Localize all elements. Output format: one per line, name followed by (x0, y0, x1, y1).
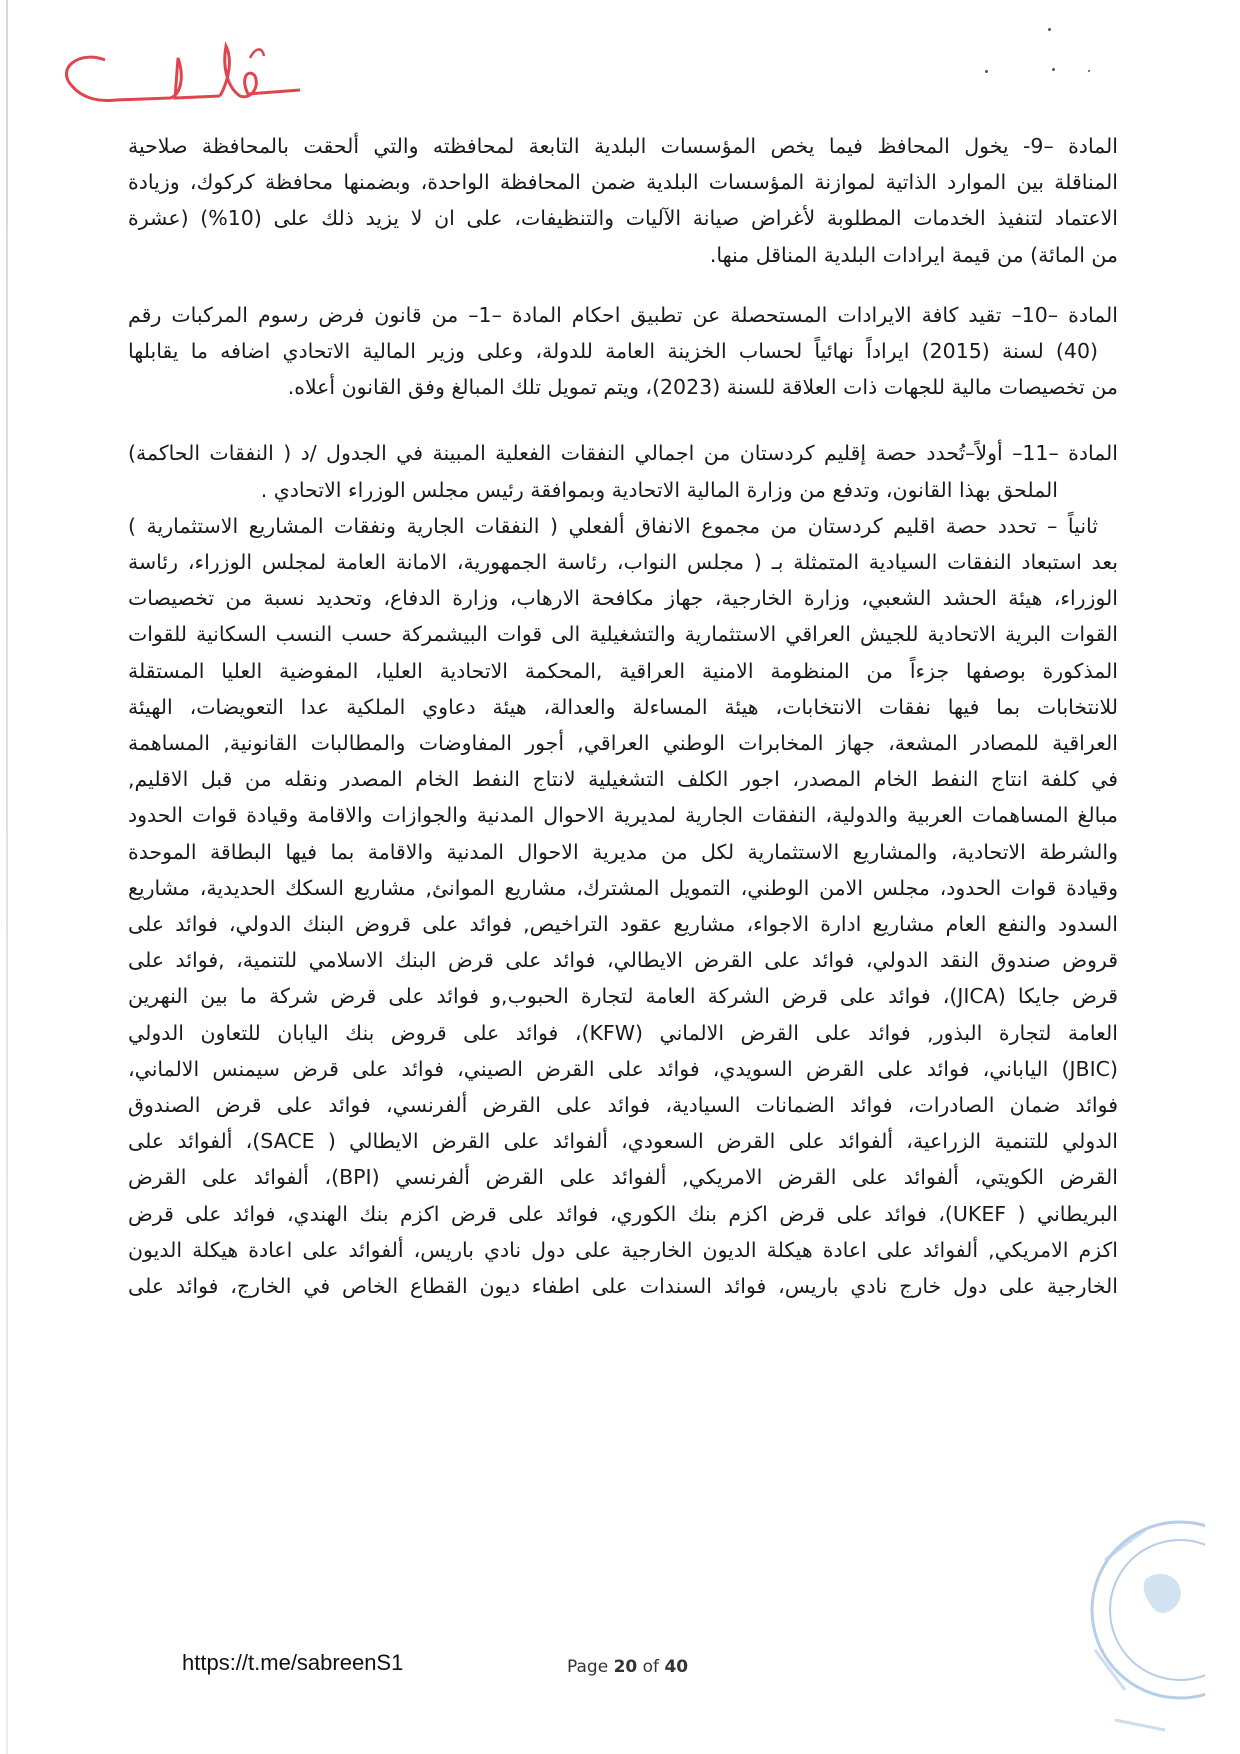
text-line: اكزم الامريكي, ألفوائد على اعادة هيكلة الديون الخارجية على دول نادي باريس، ألفوائد على اعادة هيكلة الديون (128, 1237, 1118, 1262)
text-line: القرض الكويتي، ألفوائد على القرض الامريكي, ألفوائد على القرض ألفرنسي (BPI)، ألفوائد على القرض (128, 1165, 1118, 1190)
text-line: فوائد ضمان الصادرات، فوائد الضمانات السيادية، فوائد على القرض ألفرنسي، فوائد على قرض الصندوق (128, 1093, 1118, 1118)
page-number (567, 1657, 688, 1677)
text-line: مبالغ المساهمات العربية والدولية، النفقات الجارية لمديرية الاحوال المدنية والجوازات والاقامة وقيادة قوات الحدود (128, 803, 1118, 828)
scan-speck (1052, 68, 1055, 71)
text-line: في كلفة انتاج النفط الخام المصدر، اجور الكلف التشغيلية لانتاج النفط الخام المصدر ونقله من قبل الاقليم, (128, 767, 1118, 792)
official-stamp-icon (1085, 1500, 1205, 1754)
text-line: الدولي للتنمية الزراعية، ألفوائد على القرض السعودي، ألفوائد على القرض الايطالي ( SACE)، ألفوائد على (128, 1129, 1118, 1154)
text-line: قرض جايكا (JICA)، فوائد على قرض الشركة العامة لتجارة الحبوب,و فوائد على قرض شركة ما بين النهرين (128, 984, 1118, 1009)
text-line: الوزراء، هيئة الحشد الشعبي، وزارة الخارجية، جهاز مكافحة الارهاب، وزارة الدفاع، وتحديد نسبة من تخصيصات (128, 586, 1118, 611)
text-line: العراقية للمصادر المشعة، جهاز المخابرات الوطني العراقي, أجور المفاوضات والمطالبات القانونية, المساهمة (128, 731, 1118, 756)
text-line: المذكورة بوصفها جزءاً من المنظومة الامنية العراقية ,المحكمة الاتحادية العليا، المفوضية العليا المستقلة (128, 658, 1118, 683)
document-body (128, 128, 1118, 1304)
scan-speck (1048, 28, 1051, 31)
text-line: وقيادة قوات الحدود، مجلس الامن الوطني، التمويل المشترك، مشاريع الموانئ, مشاريع السكك الحديدية، مشاريع (128, 875, 1118, 900)
text-line: المناقلة بين الموارد الذاتية لموازنة المؤسسات البلدية ضمن المحافظة الواحدة، وبضمنها محافظة كركوك، وزيادة (128, 170, 1118, 195)
page-sep: of (642, 1657, 660, 1677)
page-current: 20 (613, 1657, 638, 1677)
text-line: الخارجية على دول خارج نادي باريس، فوائد السندات على اطفاء ديون القطاع الخاص في الخارج، فوائد على (128, 1274, 1118, 1299)
telegram-link[interactable]: https://t.me/sabreenS1 (182, 1650, 404, 1675)
text-line: (40) لسنة (2015) ايراداً نهائياً لحساب الخزينة العامة للدولة، وعلى وزير المالية الاتحادي اضافه ما يقابلها (128, 339, 1098, 364)
text-line: القوات البرية الاتحادية للجيش العراقي الاستثمارية والتشغيلية الى قوات البيشمركة حسب النسب السكانية للقوات (128, 622, 1118, 647)
text-line: المادة –11– أولاً–تُحدد حصة إقليم كردستان من اجمالي النفقات الفعلية المبينة في الجدول /د ( النفقات الحاكمة) (128, 441, 1118, 466)
scan-speck (1088, 70, 1090, 72)
signature-icon (50, 38, 310, 118)
page-total: 40 (664, 1657, 689, 1677)
scan-speck (985, 70, 988, 73)
text-line: المادة –10– تقيد كافة الايرادات المستحصلة عن تطبيق احكام المادة –1– من قانون فرض رسوم المركبات رقم (128, 302, 1118, 327)
article-10 (128, 297, 1118, 406)
text-line: بعد استبعاد النفقات السيادية المتمثلة بـ ( مجلس النواب، رئاسة الجمهورية، الامانة العامة لمجلس الوزراء، رئاسة (128, 550, 1118, 575)
text-line: العامة لتجارة البذور, فوائد على القرض الالماني (KFW)، فوائد على قروض بنك اليابان للتعاون الدولي (128, 1020, 1118, 1045)
text-line: البريطاني ( UKEF)، فوائد على قرض اكزم بنك الكوري، فوائد على قرض اكزم بنك الهندي، فوائد على قرض (128, 1201, 1118, 1226)
text-line: الاعتماد لتنفيذ الخدمات المطلوبة لأغراض صيانة الآليات والتنظيفات، على ان لا يزيد ذلك على (10%) (عشرة (128, 206, 1119, 231)
text-line: ثانياً – تحدد حصة اقليم كردستان من مجموع الانفاق ألفعلي ( النفقات الجارية ونفقات المشاريع الاستثمارية ) (128, 513, 1098, 538)
text-line: من المائة) من قيمة ايرادات البلدية المناقل منها. (709, 242, 1118, 267)
text-line: من تخصيصات مالية للجهات ذات العلاقة للسنة (2023)، ويتم تمويل تلك المبالغ وفق القانون أعلاه. (287, 375, 1118, 400)
text-line: والشرطة الاتحادية، والمشاريع الاستثمارية لكل من مديرية الاحوال المدنية والاقامة بما فيها البطاقة الموحدة (128, 839, 1118, 864)
scan-edge (6, 0, 8, 1754)
text-line: للانتخابات بما فيها نفقات الانتخابات، هيئة المساءلة والعدالة، هيئة دعاوي الملكية عدا التعويضات، الهيئة (128, 694, 1118, 719)
text-line: السدود والنفع العام مشاريع ادارة الاجواء، مشاريع عقود التراخيص, فوائد على قروض البنك الدولي، فوائد على (128, 912, 1118, 937)
text-line: الملحق بهذا القانون، وتدفع من وزارة المالية الاتحادية وبموافقة رئيس مجلس الوزراء الاتحادي . (260, 477, 1058, 502)
text-line: قروض صندوق النقد الدولي، فوائد على القرض الايطالي، فوائد على قرض البنك الاسلامي للتنمية، ,فوائد على (128, 948, 1118, 973)
text-line: المادة –9- يخول المحافظ فيما يخص المؤسسات البلدية التابعة لمحافظته والتي ألحقت بالمحافظة صلاحية (128, 134, 1118, 158)
page-prefix: Page (567, 1657, 609, 1677)
text-line: (JBIC) الياباني، فوائد على القرض السويدي، فوائد على القرض الصيني، فوائد على قرض سيمنس الالماني، (128, 1056, 1118, 1081)
article-9 (128, 128, 1118, 273)
article-11 (128, 435, 1118, 1304)
